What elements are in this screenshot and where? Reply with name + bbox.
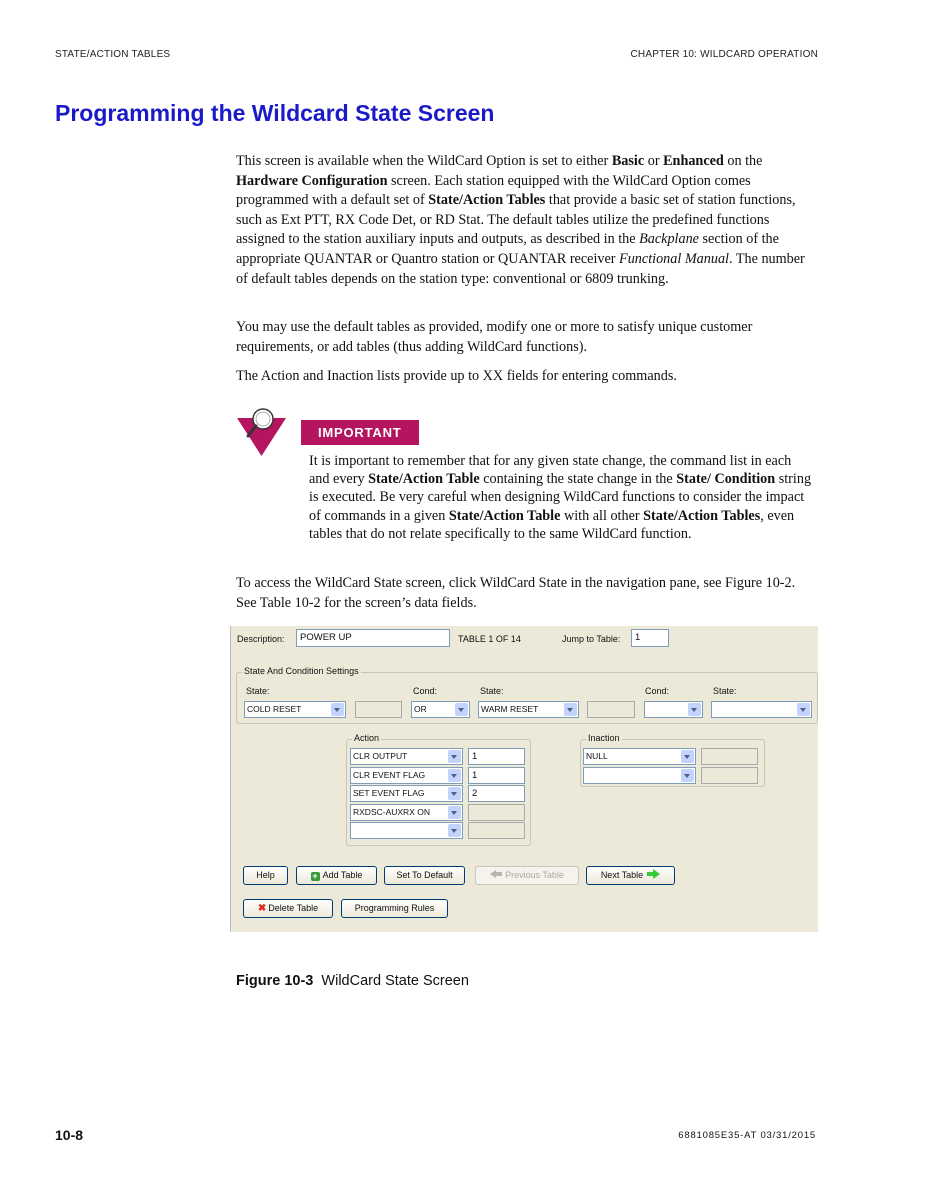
- action-command-select[interactable]: SET EVENT FLAG: [350, 785, 463, 802]
- table-counter: TABLE 1 OF 14: [458, 634, 521, 644]
- state1-arg-field: [355, 701, 402, 718]
- chevron-down-icon[interactable]: [681, 769, 694, 782]
- jump-to-table-input[interactable]: 1: [631, 629, 669, 647]
- chevron-down-icon[interactable]: [681, 750, 694, 763]
- inaction-argument-field: [701, 767, 758, 784]
- chevron-down-icon[interactable]: [448, 806, 461, 819]
- chevron-down-icon[interactable]: [448, 750, 461, 763]
- state2-arg-field: [587, 701, 635, 718]
- chevron-down-icon[interactable]: [448, 824, 461, 837]
- chevron-down-icon[interactable]: [797, 703, 810, 716]
- running-header-right: CHAPTER 10: WILDCARD OPERATION: [630, 49, 818, 60]
- document-id: 6881085E35-AT 03/31/2015: [678, 1130, 816, 1141]
- state2-label: State:: [480, 686, 504, 696]
- inaction-argument-field: [701, 748, 758, 765]
- running-header-left: STATE/ACTION TABLES: [55, 49, 171, 60]
- action-command-select[interactable]: RXDSC-AUXRX ON: [350, 804, 463, 821]
- previous-table-button[interactable]: Previous Table: [475, 866, 579, 885]
- page-number: 10-8: [55, 1127, 84, 1143]
- wildcard-state-screenshot: [230, 626, 818, 932]
- important-label: IMPORTANT: [301, 420, 419, 445]
- arrow-right-icon: [653, 869, 660, 879]
- programming-rules-button[interactable]: Programming Rules: [341, 899, 448, 918]
- plus-icon: +: [312, 871, 318, 881]
- action-lists-paragraph: The Action and Inaction lists provide up to XX fields for entering commands.: [236, 368, 677, 384]
- action-argument-field: [468, 804, 525, 821]
- chevron-down-icon[interactable]: [331, 703, 344, 716]
- state-condition-group-title: State And Condition Settings: [244, 666, 359, 676]
- chevron-down-icon[interactable]: [448, 769, 461, 782]
- description-label: Description:: [237, 634, 285, 644]
- inaction-command-select[interactable]: [583, 767, 696, 784]
- next-table-button[interactable]: Next Table: [586, 866, 675, 885]
- access-paragraph: To access the WildCard State screen, click WildCard State in the navigation pane, see Figure 10-2. See Table 10-2 for the screen’s data fields.: [236, 575, 796, 611]
- set-to-default-button[interactable]: Set To Default: [384, 866, 465, 885]
- state3-select[interactable]: [711, 701, 812, 718]
- chevron-down-icon[interactable]: [688, 703, 701, 716]
- state3-label: State:: [713, 686, 737, 696]
- magnifier-warning-icon: [236, 406, 288, 458]
- action-argument-field[interactable]: 1: [468, 767, 525, 784]
- cond2-label: Cond:: [645, 686, 670, 696]
- delete-x-icon: ✖: [257, 903, 267, 914]
- action-command-select[interactable]: CLR EVENT FLAG: [350, 767, 463, 784]
- description-input[interactable]: POWER UP: [296, 629, 450, 647]
- action-argument-field[interactable]: 1: [468, 748, 525, 765]
- action-command-select[interactable]: CLR OUTPUT: [350, 748, 463, 765]
- state1-select[interactable]: COLD RESET: [244, 701, 346, 718]
- state1-label: State:: [246, 686, 270, 696]
- cond1-label: Cond:: [413, 686, 438, 696]
- jump-to-table-label: Jump to Table:: [562, 634, 621, 644]
- action-argument-field: [468, 822, 525, 839]
- section-title: Programming the Wildcard State Screen: [55, 100, 495, 126]
- chevron-down-icon[interactable]: [448, 787, 461, 800]
- intro-paragraph: This screen is available when the WildCard Option is set to either Basic or Enhanced on the Hardware Configuration screen. Each station equipped with the WildCard Option comes programmed with a default set of State/Action Tables that provide a basic set of station functions, such as Ext PTT, RX Code Det, or RD Stat. The default tables utilize the predefined functions assigned to the station auxiliary inputs and outputs, as described in the Backplane section of the appropriate QUANTAR or Quantro station or QUANTAR receiver Functional Manual. The number of default tables depends on the station type: conventional or 6809 trunking.: [236, 153, 805, 287]
- action-argument-field[interactable]: 2: [468, 785, 525, 802]
- state2-select[interactable]: WARM RESET: [478, 701, 579, 718]
- default-tables-paragraph: You may use the default tables as provided, modify one or more to satisfy unique customer requirements, or add tables (thus adding WildCard functions).: [236, 319, 753, 355]
- inaction-group-title: Inaction: [588, 733, 620, 743]
- action-command-select[interactable]: [350, 822, 463, 839]
- important-note: It is important to remember that for any given state change, the command list in each and every State/Action Table containing the state change in the State/ Condition string is executed. Be very careful when designing WildCard functions to consider the impact of commands in a given State/Action Table with all other State/Action Tables, even tables that do not relate specifically to the same WildCard function.: [309, 453, 812, 542]
- chevron-down-icon[interactable]: [564, 703, 577, 716]
- delete-table-button[interactable]: ✖ Delete Table: [243, 899, 333, 918]
- action-group-title: Action: [354, 733, 380, 743]
- chevron-down-icon[interactable]: [455, 703, 468, 716]
- figure-caption: Figure 10-3 WildCard State Screen: [236, 973, 469, 989]
- arrow-left-icon-tail: [496, 872, 502, 876]
- cond2-select[interactable]: [644, 701, 703, 718]
- cond1-select[interactable]: OR: [411, 701, 470, 718]
- add-table-button[interactable]: + Add Table: [296, 866, 377, 885]
- inaction-command-select[interactable]: NULL: [583, 748, 696, 765]
- help-button[interactable]: Help: [243, 866, 288, 885]
